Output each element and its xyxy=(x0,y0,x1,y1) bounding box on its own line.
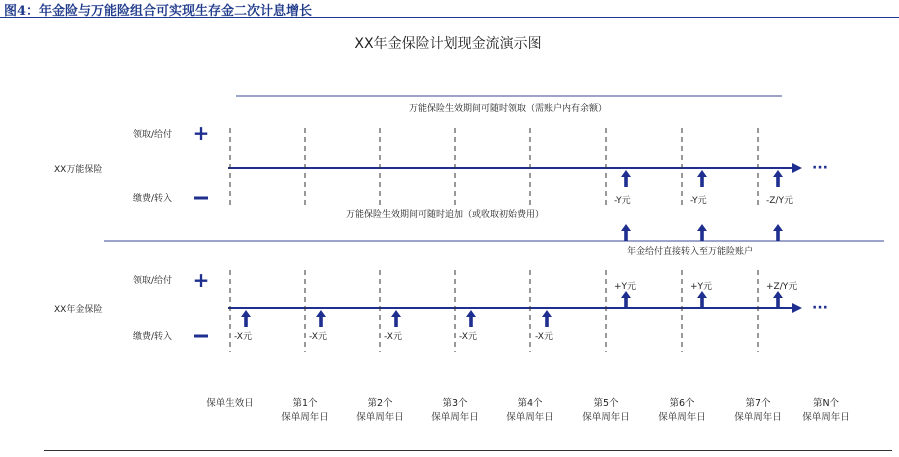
annuity-receive-amount: +Z/Y元 xyxy=(766,282,798,292)
annuity-pay-arrow xyxy=(466,310,476,327)
annuity-receive-arrow xyxy=(773,291,783,308)
annuity-pay-arrow xyxy=(316,310,326,327)
timeline-label-line1: 第1个 xyxy=(292,398,318,409)
wanneng-amount-label: -Y元 xyxy=(614,196,631,206)
timeline-label-line2: 保单周年日 xyxy=(734,412,782,423)
timeline-label-line2: 保单周年日 xyxy=(506,412,554,423)
annuity-pay-arrow xyxy=(542,310,552,327)
timeline-label-line1: 第2个 xyxy=(367,398,393,409)
annuity-plus-symbol: + xyxy=(192,268,210,292)
timeline-label-line2: 保单周年日 xyxy=(281,412,329,423)
annuity-pay-arrow xyxy=(391,310,401,327)
annuity-receive-amount: +Y元 xyxy=(690,282,713,292)
annuity-receive-arrow xyxy=(697,291,707,308)
chart-title: XX年金保险计划现金流演示图 xyxy=(354,36,542,52)
transfer-note: 年金给付直接转入至万能险账户 xyxy=(626,247,754,257)
annuity-pay-label: 缴费/转入 xyxy=(133,332,173,342)
wanneng-receive-label: 领取/给付 xyxy=(133,130,173,140)
wanneng-plus-symbol: + xyxy=(192,121,210,145)
annuity-name: XX年金保险 xyxy=(54,305,103,315)
wanneng-name: XX万能保险 xyxy=(54,165,103,175)
wanneng-transfer-in-arrow xyxy=(697,170,707,187)
top-note: 万能保险生效期间可随时领取（需账户内有余额） xyxy=(408,104,608,114)
wanneng-transfer-in-arrow xyxy=(773,170,783,187)
annuity-pay-amount: -X元 xyxy=(459,332,477,342)
annuity-receive-arrow xyxy=(621,291,631,308)
timeline-label-line1: 第5个 xyxy=(593,398,619,409)
bottom-rule xyxy=(44,450,892,451)
wanneng-amount-label: -Z/Y元 xyxy=(766,196,793,206)
timeline-label-line1: 保单生效日 xyxy=(206,398,254,409)
annuity-ellipsis: ··· xyxy=(812,300,828,316)
period-dashes xyxy=(230,128,758,352)
timeline-label-line2: 保单周年日 xyxy=(658,412,706,423)
transfer-arrow xyxy=(773,224,783,241)
annuity-pay-amount: -X元 xyxy=(535,332,553,342)
timeline-label-line1: 第6个 xyxy=(669,398,695,409)
timeline-label-line2: 保单周年日 xyxy=(802,412,850,423)
mid-note: 万能保险生效期间可随时追加（或收取初始费用） xyxy=(345,210,545,220)
annuity-receive-label: 领取/给付 xyxy=(133,276,173,286)
wanneng-ellipsis: ··· xyxy=(812,160,828,176)
timeline-label-line2: 保单周年日 xyxy=(356,412,404,423)
transfer-arrow xyxy=(697,224,707,241)
annuity-receive-amount: +Y元 xyxy=(614,282,637,292)
timeline-labels xyxy=(206,397,850,423)
wanneng-pay-label: 缴费/转入 xyxy=(133,194,173,204)
annuity-pay-amount: -X元 xyxy=(384,332,402,342)
timeline-label-line1: 第7个 xyxy=(745,398,771,409)
annuity-pay-amount: -X元 xyxy=(309,332,327,342)
timeline-label-line1: 第3个 xyxy=(442,398,468,409)
annuity-pay-amount: -X元 xyxy=(234,332,252,342)
annuity-pay-arrow xyxy=(241,310,251,327)
timeline-label-line2: 保单周年日 xyxy=(431,412,479,423)
timeline-label-line1: 第N个 xyxy=(812,398,840,409)
timeline-label-line1: 第4个 xyxy=(517,398,543,409)
transfer-arrow xyxy=(621,224,631,241)
wanneng-amount-label: -Y元 xyxy=(690,196,707,206)
figure-caption: 图4：年金险与万能险组合可实现生存金二次计息增长 xyxy=(4,4,313,19)
wanneng-transfer-in-arrow xyxy=(621,170,631,187)
timeline-label-line2: 保单周年日 xyxy=(582,412,630,423)
